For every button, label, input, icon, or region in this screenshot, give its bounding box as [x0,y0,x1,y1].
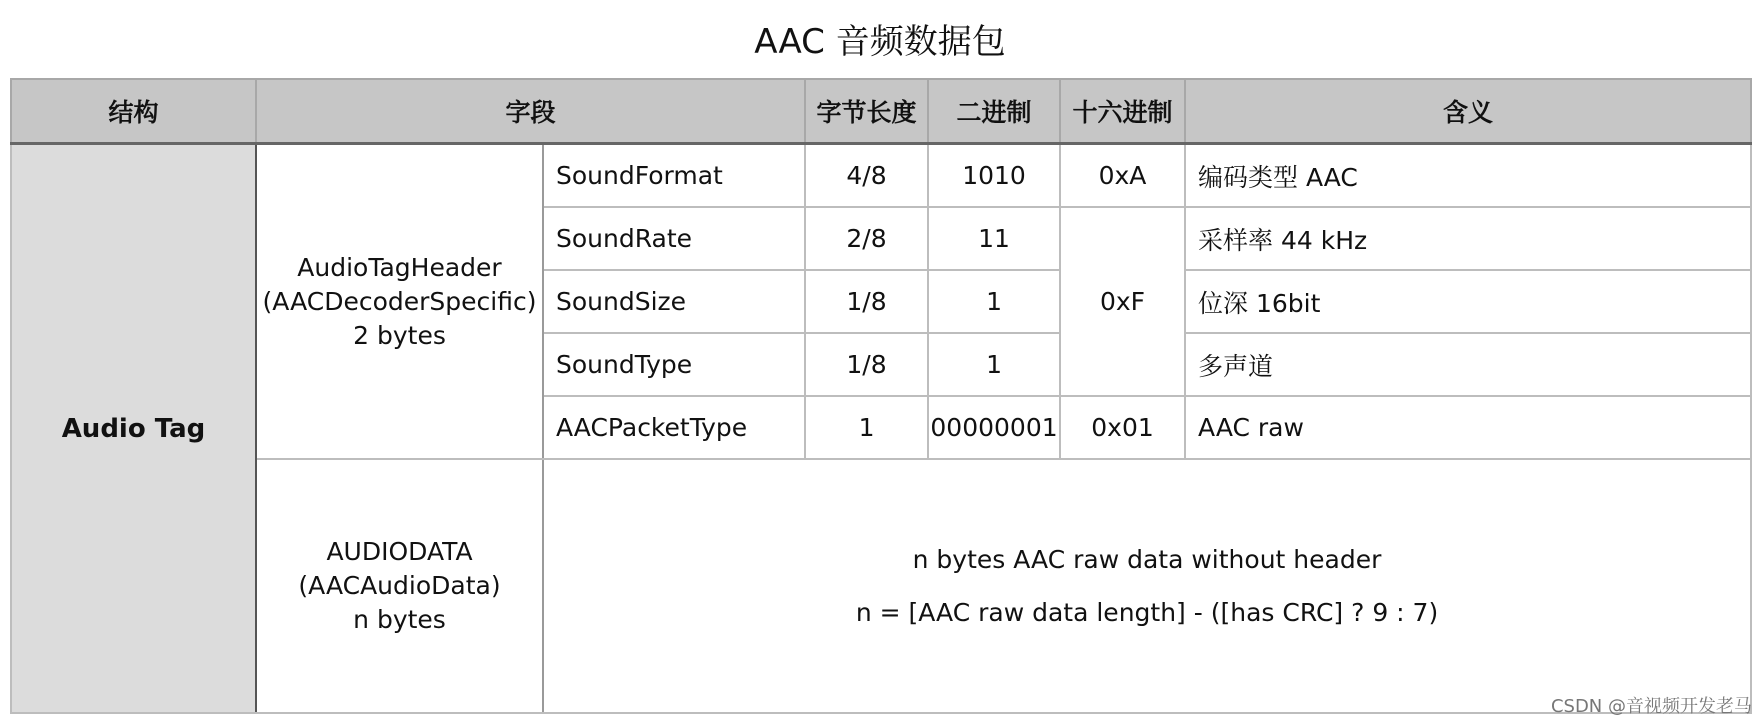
field-binary: 1 [928,270,1060,333]
header-group-line1: AudioTagHeader [297,252,502,282]
field-hex: 0xF [1060,207,1185,396]
audiodata-description-line2: n = [AAC raw data length] - ([has CRC] ? 9 : 7) [855,598,1439,627]
header-field: 字段 [256,79,805,144]
field-binary: 1 [928,333,1060,396]
audiodata-description [543,459,1751,713]
aac-packet-table [10,78,1752,714]
field-meaning: 编码类型 AAC [1185,144,1751,208]
field-length: 1/8 [805,333,928,396]
field-name: SoundType [543,333,805,396]
audiodata-description-line1: n bytes AAC raw data without header [912,545,1382,574]
table-row [11,459,1751,713]
header-binary: 二进制 [928,79,1060,144]
header-hex: 十六进制 [1060,79,1185,144]
data-group-line3: n bytes [353,605,446,634]
field-name: SoundRate [543,207,805,270]
field-length: 4/8 [805,144,928,208]
header-structure: 结构 [11,79,256,144]
data-group-line1: AUDIODATA [326,537,473,566]
field-hex: 0x01 [1060,396,1185,459]
field-meaning: 多声道 [1185,333,1751,396]
field-meaning: 采样率 44 kHz [1185,207,1751,270]
field-binary: 11 [928,207,1060,270]
table-row [11,144,1751,208]
header-meaning: 含义 [1185,79,1751,144]
audiodata-cell [256,459,543,713]
field-length: 2/8 [805,207,928,270]
header-byte-length: 字节长度 [805,79,928,144]
field-name: SoundSize [543,270,805,333]
field-binary: 1010 [928,144,1060,208]
field-binary: 00000001 [928,396,1060,459]
field-length: 1 [805,396,928,459]
field-name: AACPacketType [543,396,805,459]
field-name: SoundFormat [543,144,805,208]
field-hex: 0xA [1060,144,1185,208]
header-group-line2: (AACDecoderSpecific) [262,286,537,316]
data-group-line2: (AACAudioData) [298,571,501,600]
field-meaning: 位深 16bit [1185,270,1751,333]
header-group-line3: 2 bytes [353,320,446,350]
field-length: 1/8 [805,270,928,333]
page-title: AAC 音频数据包 [754,22,1006,62]
table-header-row [11,79,1751,144]
field-meaning: AAC raw [1185,396,1751,459]
watermark: CSDN @音视频开发老马 [1550,696,1752,717]
audio-tag-header-cell [256,144,543,460]
structure-cell: Audio Tag [11,144,256,714]
